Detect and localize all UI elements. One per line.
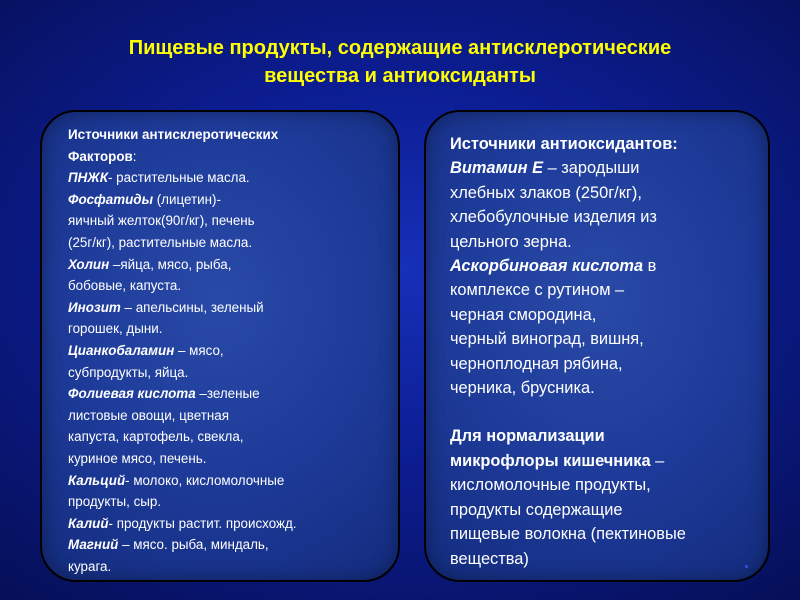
term-description: листовые овощи, цветная [68,407,229,423]
right-panel-lines [450,156,758,400]
term-label: Цианкобаламин [68,342,175,358]
slide-title-line-2: вещества и антиоксиданты [264,65,536,87]
slide-corner-mark [745,565,748,568]
term-description: в [643,257,657,276]
text-line [450,254,758,278]
term-label: Фолиевая кислота [68,386,196,402]
term-description: бобовые, капуста. [68,278,182,294]
slide-title [20,34,780,90]
term-description: субпродукты, яйца. [68,364,189,380]
term-description: – мясо. рыба, миндаль, [118,537,269,553]
term-description: цельного зерна. [450,232,572,251]
text-line [68,340,384,362]
text-line [68,534,384,556]
term-label: Кальций [68,472,126,488]
left-panel-heading-line-1: Источники антисклеротических [68,127,279,142]
term-description: - продукты растит. происхожд. [108,515,297,531]
term-label: Магний [68,537,119,553]
term-description: – мясо, [174,342,224,358]
microflora-line: кисломолочные продукты, [450,476,651,495]
text-line [450,376,758,400]
term-description: хлебобулочные изделия из [450,208,657,227]
text-line [68,556,384,578]
term-description: - растительные масла. [107,170,250,186]
term-description: черный виноград, вишня, [450,330,644,349]
right-panel-spacer [450,400,758,424]
text-line [68,297,384,319]
text-line [450,156,758,180]
term-label: ПНЖК [68,170,108,186]
term-label: Аскорбиновая кислота [450,257,644,276]
text-line [68,426,384,448]
text-line [68,470,384,492]
term-description: комплексе с рутином – [450,281,625,300]
term-description: –яйца, мясо, рыба, [109,256,232,272]
microflora-line: вещества) [450,549,529,568]
term-label: Холин [68,256,110,272]
term-description: горошек, дыни. [68,321,163,337]
left-panel-items [68,167,384,577]
right-panel-heading: Источники антиоксидантов: [450,135,678,153]
term-description: капуста, картофель, свекла, [68,429,244,445]
text-line [450,181,758,205]
left-panel-heading-colon: : [132,148,137,164]
antioxidant-sources-panel [424,110,770,582]
text-line [450,303,758,327]
slide-title-line-1: Пищевые продукты, содержащие антисклеротические [128,37,672,59]
text-line [68,383,384,405]
text-line [68,275,384,297]
microflora-heading-line-2 [450,449,758,473]
term-description: – зародыши [543,159,640,178]
text-line [68,318,384,340]
term-description: (лицетин)- [153,191,221,207]
microflora-line: продукты содержащие [450,500,623,519]
term-description: яичный желток(90г/кг), печень [68,213,255,229]
microflora-line: пищевые волокна (пектиновые [450,525,686,544]
text-line [68,232,384,254]
text-line [68,189,384,211]
text-line [450,327,758,351]
term-description: - молоко, кисломолочные [125,472,285,488]
text-line [450,278,758,302]
text-line [68,362,384,384]
term-description: –зеленые [195,386,260,402]
text-line [68,405,384,427]
term-description: продукты, сыр. [68,494,162,510]
microflora-heading-tail: – [650,451,665,470]
term-label: Инозит [68,299,121,315]
term-description: черноплодная рябина, [450,354,623,373]
term-description: хлебных злаков (250г/кг), [450,183,642,202]
term-label: Фосфатиды [68,191,153,207]
text-line [68,167,384,189]
left-panel-heading-word: Факторов [68,148,133,164]
term-description: черника, брусника. [450,379,595,398]
term-description: черная смородина, [450,305,597,324]
term-label: Калий [68,515,109,531]
term-label: Витамин Е [450,159,544,178]
term-description: – апельсины, зеленый [120,299,264,315]
text-line [450,230,758,254]
text-line [68,210,384,232]
microflora-heading-line-1: Для нормализации [450,427,605,446]
antisclerotic-sources-panel [40,110,400,582]
text-line [68,448,384,470]
text-line [450,352,758,376]
text-line [68,254,384,276]
term-description: (25г/кг), растительные масла. [68,234,253,250]
term-description: курага. [68,558,112,574]
microflora-lines [450,473,758,571]
text-line [68,513,384,535]
left-panel-heading-line-2 [68,146,384,168]
text-line [450,205,758,229]
text-line [68,491,384,513]
term-description: куриное мясо, печень. [68,450,207,466]
microflora-heading-term: микрофлоры кишечника [450,451,651,470]
